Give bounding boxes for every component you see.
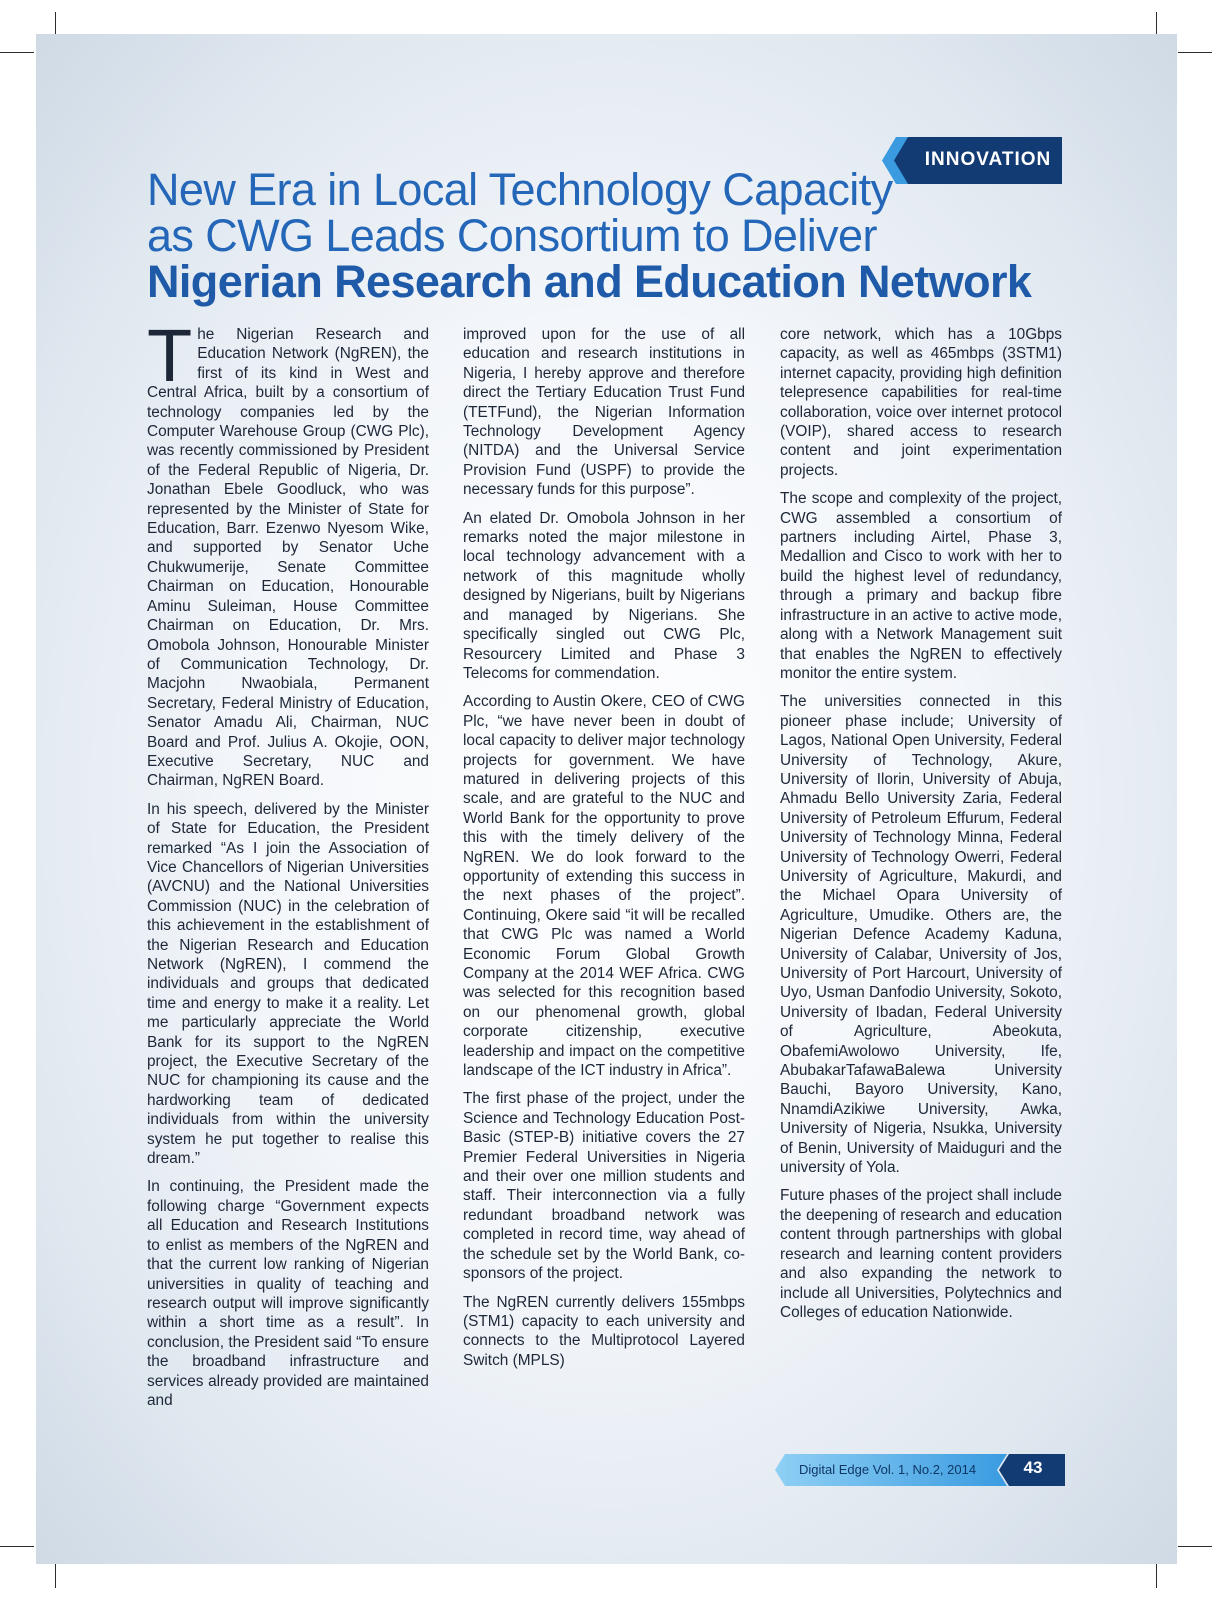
paragraph: Future phases of the project shall include the deepening of research and education content through partnerships with global research and learning content providers and also expanding the network to include all Universities, Polytechnics and Colleges of education Nationwide. [780,1187,1062,1321]
paragraph: improved upon for the use of all education and research institutions in Nigeria, I hereby approve and therefore direct the Tertiary Education Trust Fund (TETFund), the Nigerian Information Technology Development Agency (NITDA) and the Universal Service Provision Fund (USPF) to provide the necessary funds for this purpose”. [463,326,745,499]
page-footer [775,1454,1065,1486]
paragraph: The universities connected in this pioneer phase include; University of Lagos, National Open University, Federal University of Technology, Akure, University of Ilorin, University of Abuja, Ahmadu Bello University Zaria, Federal University of Petroleum Effurum, Federal University of Technology Minna, Federal University of Technology Owerri, Federal University of Agriculture, Makurdi, and the Michael Opara University of Agriculture, Umudike. Others are, the Nigerian Defence Academy Kaduna, University of Calabar, University of Jos, University of Port Harcourt, University of Uyo, Usman Danfodio University, Sokoto, University of Ibadan, Federal University of Agriculture, Abeokuta, ObafemiAwolowo University, Ife, AbubakarTafawaBalewa University Bauchi, Bayoro University, Kano, NnamdiAzikiwe University, Awka, University of Nigeria, Nsukka, University of Benin, University of Maiduguri and the university of Yola. [780,693,1062,1177]
article-column-2 [463,325,745,1379]
section-label: INNOVATION [924,149,1052,170]
crop-mark [1178,52,1212,53]
crop-mark [0,1546,34,1547]
publication-info: Digital Edge Vol. 1, No.2, 2014 [799,1462,977,1477]
headline-line-3: Nigerian Research and Education Network [147,256,1032,307]
crop-mark [0,52,34,53]
paragraph: In continuing, the President made the following charge “Government expects all Education and Research Institutions to enlist as members of the NgREN and that the current low ranking of Nigerian universities in quality of teaching and research output will improve significantly within a short time as a result”. In conclusion, the President said “To ensure the broadband infrastructure and services already provided are maintained and [147,1178,429,1409]
paragraph [147,314,429,791]
crop-mark [1178,1546,1212,1547]
headline-line-2: as CWG Leads Consortium to Deliver [147,210,877,261]
headline-line-1: New Era in Local Technology Capacity [147,164,893,215]
paragraph: The scope and complexity of the project, CWG assembled a consortium of partners including Airtel, Phase 3, Medallion and Cisco to work with her to build the highest level of redundancy, through a primary and backup fibre infrastructure in an active to active mode, along with a Network Management suit that enables the NgREN to effectively monitor the entire system. [780,490,1062,682]
drop-cap: T [147,314,193,397]
paragraph: In his speech, delivered by the Minister of State for Education, the President remarked “As I join the Association of Vice Chancellors of Nigerian Universities (AVCNU) and the National Universities Commission (NUC) in the celebration of this achievement in the establishment of the Nigerian Research and Education Network (NgREN), I commend the individuals and groups that dedicated time and energy to make it a reality. Let me particularly appreciate the World Bank for its support to the NgREN project, the Executive Secretary of the NUC for championing its cause and the hardworking team of dedicated individuals from within the university system he put together to realise this dream.” [147,800,429,1168]
paragraph: The first phase of the project, under the Science and Technology Education Post-Basic (STEP-B) initiative covers the 27 Premier Federal Universities in Nigeria and their over one million students and staff. Their interconnection via a fully redundant broadband network was completed in record time, way ahead of the schedule set by the World Bank, co-sponsors of the project. [463,1090,745,1283]
article-headline [147,164,1032,307]
paragraph: According to Austin Okere, CEO of CWG Plc, “we have never been in doubt of local capacity to deliver major technology projects for government. We have matured in delivering projects of this scale, and are grateful to the NUC and World Bank for the opportunity to prove this with the timely delivery of the NgREN. We do look forward to the opportunity of extending this success in the next phases of the project”. Continuing, Okere said “it will be recalled that CWG Plc was named a World Economic Forum Global Growth Company at the 2014 WEF Africa. CWG was selected for this recognition based on our phenomenal growth, global corporate citizenship, executive leadership and impact on the competitive landscape of the ICT industry in Africa”. [463,693,745,1080]
article-column-3 [780,325,1062,1331]
article-column-1 [147,314,429,1419]
paragraph: core network, which has a 10Gbps capacity, as well as 465mbps (3STM1) internet capacity, providing high definition telepresence capabilities for real-time collaboration, voice over internet protocol (VOIP), shared access to research content and joint experimentation projects. [780,326,1062,479]
page-number: 43 [1023,1458,1043,1477]
paragraph: The NgREN currently delivers 155mbps (STM1) capacity to each university and connects to the Multiprotocol Layered Switch (MPLS) [463,1293,745,1369]
paragraph: An elated Dr. Omobola Johnson in her remarks noted the major milestone in local technology advancement with a network of this magnitude wholly designed by Nigerians, built by Nigerians and managed by Nigerians. She specifically singled out CWG Plc, Resourcery Limited and Phase 3 Telecoms for commendation. [463,509,745,682]
paragraph-text: he Nigerian Research and Education Network (NgREN), the first of its kind in West and Central Africa, built by a consortium of technology companies led by the Computer Warehouse Group (CWG Plc), was recently commissioned by President of the Federal Republic of Nigeria, Dr. Jonathan Ebele Goodluck, who was represented by the Minister of State for Education, Barr. Ezenwo Nyesom Wike, and supported by Senator Uche Chukwumerije, Senate Committee Chairman on Education, Honourable Aminu Suleiman, House Committee Chairman on Education, Dr. Mrs. Omobola Johnson, Honourable Minister of Communication Technology, Dr. Macjohn Nwaobiala, Permanent Secretary, Federal Ministry of Education, Senator Amadu Ali, Chairman, NUC Board and Prof. Julius A. Okojie, OON, Executive Secretary, NUC and Chairman, NgREN Board. [147,326,429,790]
